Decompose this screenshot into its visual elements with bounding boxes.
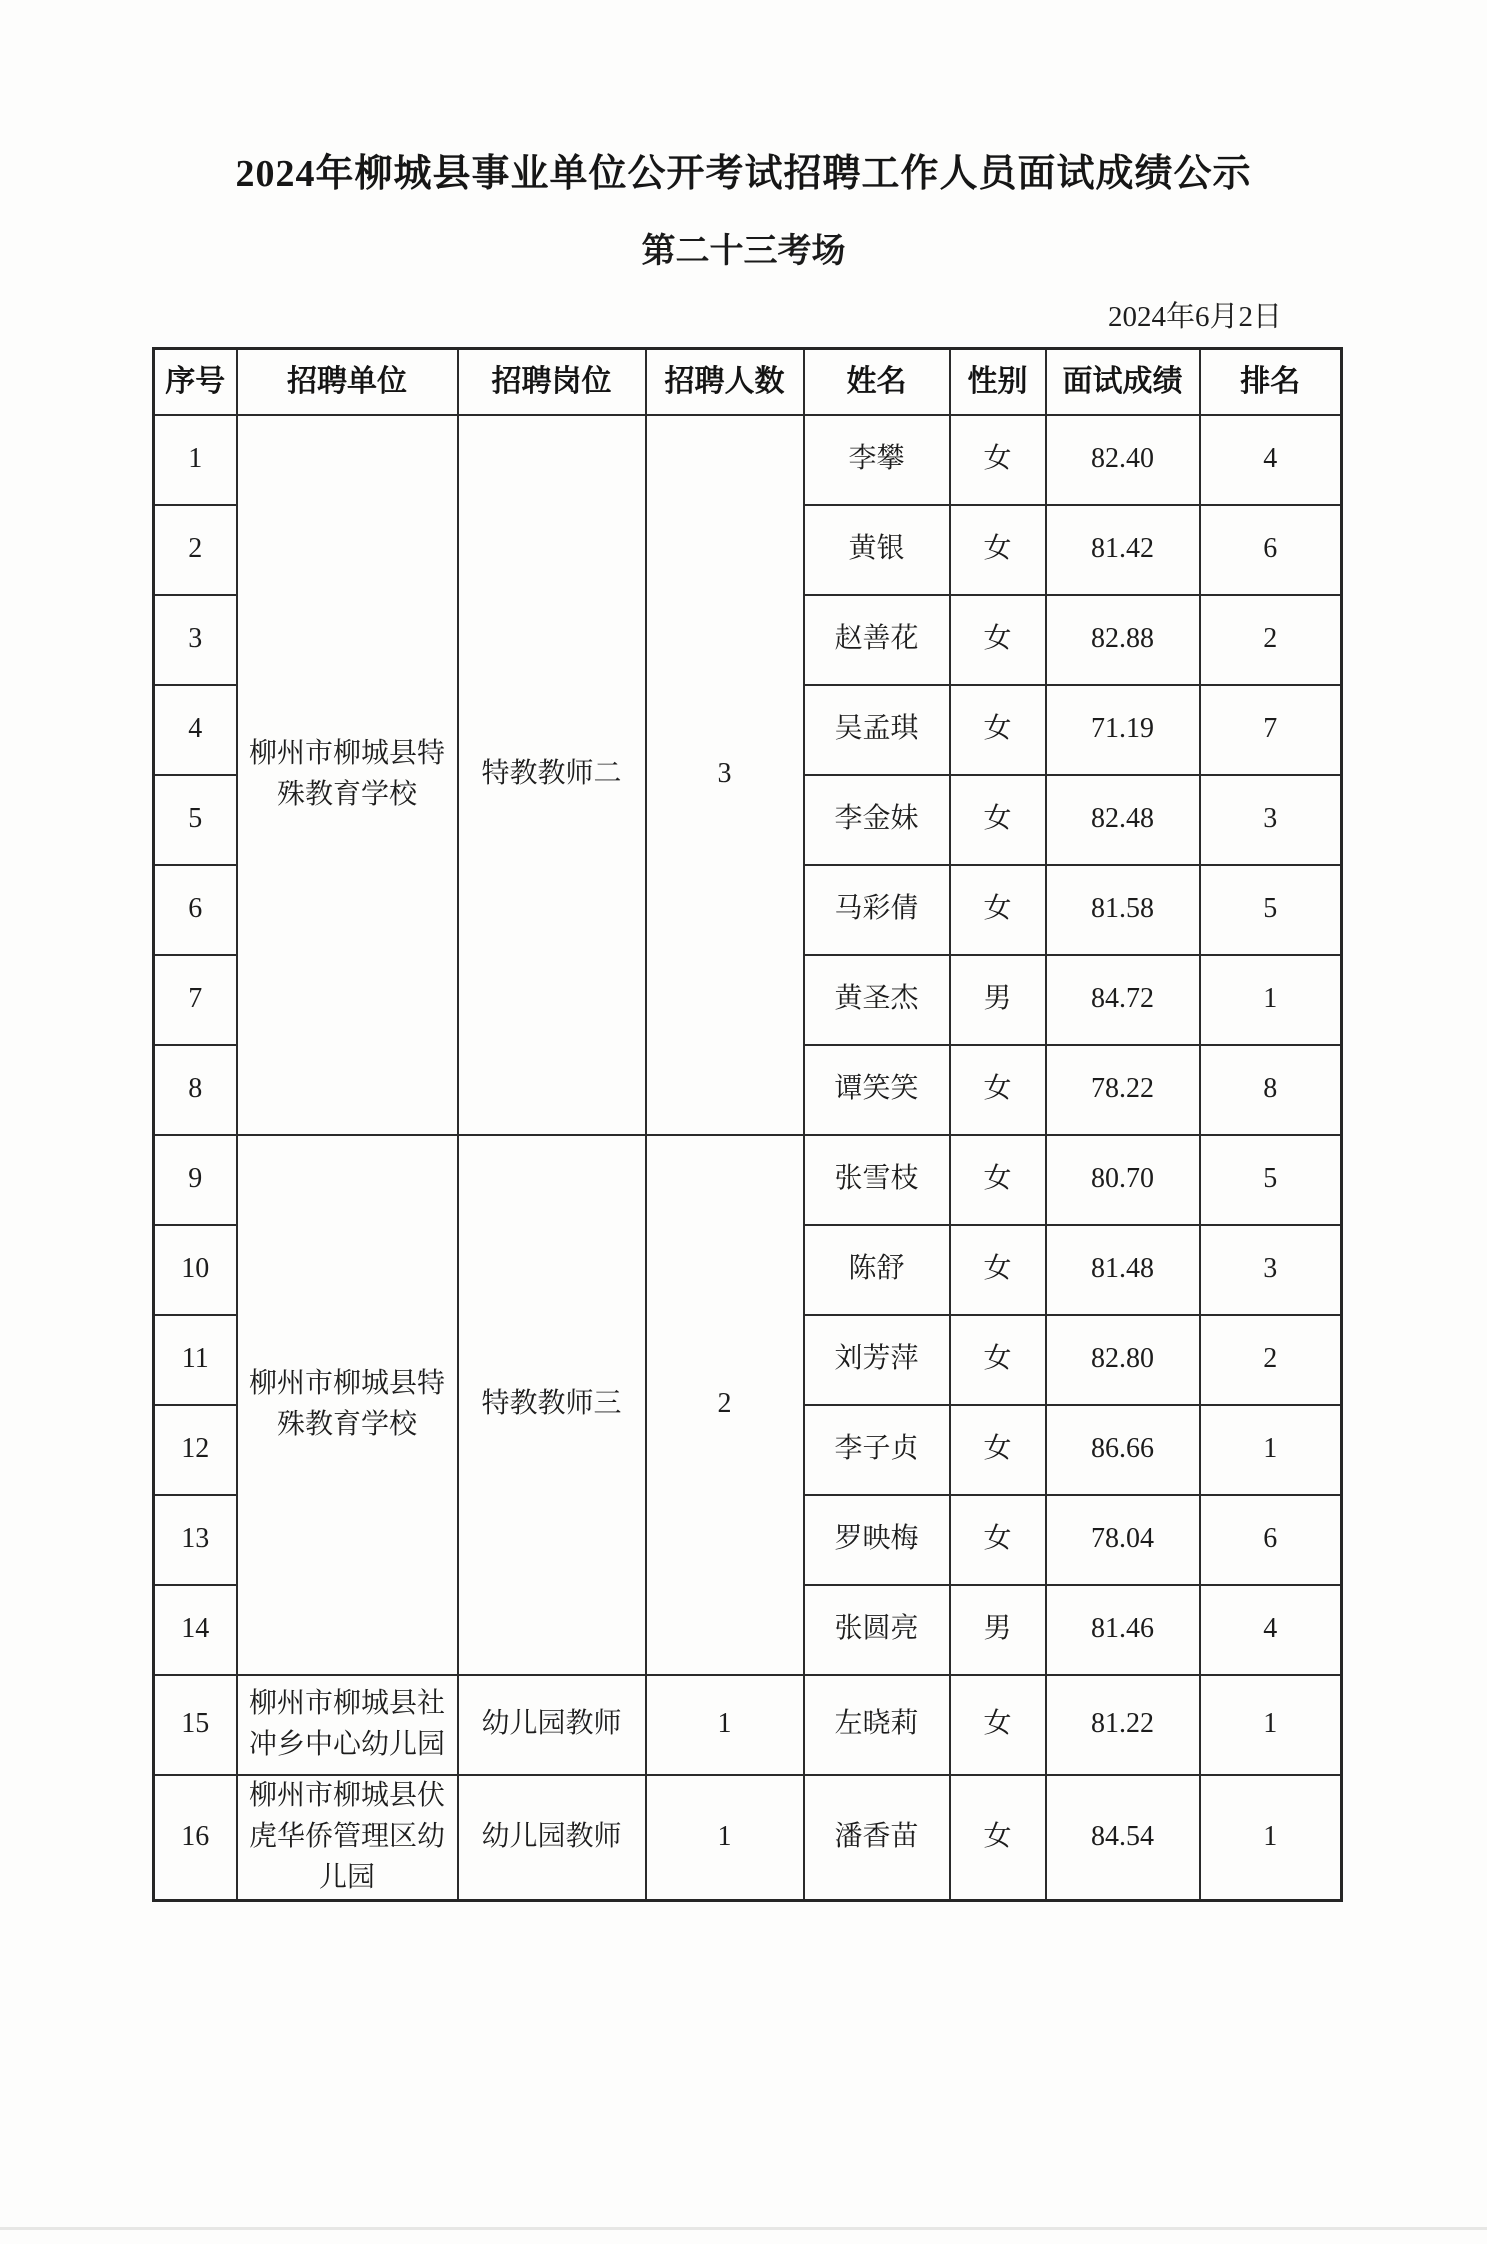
scan-bottom-edge-artifact xyxy=(0,2227,1487,2230)
cell-no: 8 xyxy=(154,1045,237,1135)
page-title: 2024年柳城县事业单位公开考试招聘工作人员面试成绩公示 xyxy=(235,153,1252,195)
cell-no: 15 xyxy=(154,1675,237,1775)
cell-score: 78.22 xyxy=(1046,1045,1200,1135)
cell-name: 罗映梅 xyxy=(804,1495,950,1585)
cell-position: 特教教师三 xyxy=(458,1135,646,1675)
cell-rank: 8 xyxy=(1200,1045,1342,1135)
cell-gender: 女 xyxy=(950,1405,1046,1495)
cell-name: 左晓莉 xyxy=(804,1675,950,1775)
cell-no: 14 xyxy=(154,1585,237,1675)
cell-score: 81.46 xyxy=(1046,1585,1200,1675)
cell-gender: 女 xyxy=(950,415,1046,505)
cell-rank: 2 xyxy=(1200,1315,1342,1405)
cell-gender: 女 xyxy=(950,1135,1046,1225)
cell-score: 81.22 xyxy=(1046,1675,1200,1775)
cell-gender: 女 xyxy=(950,1315,1046,1405)
cell-rank: 4 xyxy=(1200,1585,1342,1675)
cell-score: 71.19 xyxy=(1046,685,1200,775)
cell-count: 1 xyxy=(646,1775,804,1901)
cell-rank: 1 xyxy=(1200,1675,1342,1775)
header-score: 面试成绩 xyxy=(1046,349,1200,415)
cell-no: 3 xyxy=(154,595,237,685)
cell-score: 81.42 xyxy=(1046,505,1200,595)
header-name: 姓名 xyxy=(804,349,950,415)
cell-score: 81.48 xyxy=(1046,1225,1200,1315)
cell-rank: 1 xyxy=(1200,1775,1342,1901)
interview-score-table xyxy=(152,347,1343,1902)
cell-gender: 男 xyxy=(950,1585,1046,1675)
cell-unit: 柳州市柳城县特殊教育学校 xyxy=(237,1135,458,1675)
cell-no: 7 xyxy=(154,955,237,1045)
cell-unit: 柳州市柳城县伏虎华侨管理区幼儿园 xyxy=(237,1775,458,1901)
cell-score: 82.88 xyxy=(1046,595,1200,685)
cell-rank: 6 xyxy=(1200,1495,1342,1585)
cell-rank: 7 xyxy=(1200,685,1342,775)
cell-score: 82.48 xyxy=(1046,775,1200,865)
cell-no: 12 xyxy=(154,1405,237,1495)
cell-count: 2 xyxy=(646,1135,804,1675)
table-row xyxy=(154,1135,1342,1225)
cell-name: 谭笑笑 xyxy=(804,1045,950,1135)
cell-name: 张圆亮 xyxy=(804,1585,950,1675)
cell-name: 吴孟琪 xyxy=(804,685,950,775)
cell-count: 3 xyxy=(646,415,804,1135)
cell-rank: 1 xyxy=(1200,955,1342,1045)
cell-no: 16 xyxy=(154,1775,237,1901)
cell-unit: 柳州市柳城县社冲乡中心幼儿园 xyxy=(237,1675,458,1775)
cell-rank: 6 xyxy=(1200,505,1342,595)
cell-position: 特教教师二 xyxy=(458,415,646,1135)
cell-gender: 女 xyxy=(950,1225,1046,1315)
cell-score: 82.40 xyxy=(1046,415,1200,505)
cell-rank: 5 xyxy=(1200,1135,1342,1225)
header-position: 招聘岗位 xyxy=(458,349,646,415)
cell-score: 78.04 xyxy=(1046,1495,1200,1585)
table-row xyxy=(154,1775,1342,1901)
cell-name: 黄银 xyxy=(804,505,950,595)
cell-name: 马彩倩 xyxy=(804,865,950,955)
cell-score: 84.54 xyxy=(1046,1775,1200,1901)
cell-name: 潘香苗 xyxy=(804,1775,950,1901)
cell-gender: 女 xyxy=(950,775,1046,865)
cell-name: 李攀 xyxy=(804,415,950,505)
cell-rank: 3 xyxy=(1200,1225,1342,1315)
table-header-row xyxy=(154,349,1342,415)
cell-score: 80.70 xyxy=(1046,1135,1200,1225)
cell-gender: 女 xyxy=(950,1495,1046,1585)
header-rank: 排名 xyxy=(1200,349,1342,415)
cell-no: 4 xyxy=(154,685,237,775)
cell-gender: 女 xyxy=(950,1045,1046,1135)
cell-rank: 4 xyxy=(1200,415,1342,505)
header-gender: 性别 xyxy=(950,349,1046,415)
cell-rank: 1 xyxy=(1200,1405,1342,1495)
cell-no: 1 xyxy=(154,415,237,505)
cell-name: 李子贞 xyxy=(804,1405,950,1495)
cell-no: 9 xyxy=(154,1135,237,1225)
cell-no: 11 xyxy=(154,1315,237,1405)
cell-name: 刘芳萍 xyxy=(804,1315,950,1405)
table-row xyxy=(154,415,1342,505)
cell-count: 1 xyxy=(646,1675,804,1775)
cell-position: 幼儿园教师 xyxy=(458,1775,646,1901)
header-no: 序号 xyxy=(154,349,237,415)
cell-no: 5 xyxy=(154,775,237,865)
cell-score: 81.58 xyxy=(1046,865,1200,955)
cell-gender: 女 xyxy=(950,595,1046,685)
page-subtitle: 第二十三考场 xyxy=(641,233,846,270)
table-row xyxy=(154,1675,1342,1775)
cell-gender: 女 xyxy=(950,865,1046,955)
cell-unit: 柳州市柳城县特殊教育学校 xyxy=(237,415,458,1135)
cell-gender: 男 xyxy=(950,955,1046,1045)
cell-name: 黄圣杰 xyxy=(804,955,950,1045)
document-date: 2024年6月2日 xyxy=(1107,301,1282,333)
cell-no: 6 xyxy=(154,865,237,955)
cell-no: 13 xyxy=(154,1495,237,1585)
cell-rank: 5 xyxy=(1200,865,1342,955)
cell-name: 张雪枝 xyxy=(804,1135,950,1225)
cell-score: 86.66 xyxy=(1046,1405,1200,1495)
header-unit: 招聘单位 xyxy=(237,349,458,415)
cell-score: 84.72 xyxy=(1046,955,1200,1045)
cell-score: 82.80 xyxy=(1046,1315,1200,1405)
header-count: 招聘人数 xyxy=(646,349,804,415)
cell-gender: 女 xyxy=(950,1675,1046,1775)
cell-gender: 女 xyxy=(950,505,1046,595)
cell-name: 李金妹 xyxy=(804,775,950,865)
cell-rank: 2 xyxy=(1200,595,1342,685)
cell-name: 赵善花 xyxy=(804,595,950,685)
cell-gender: 女 xyxy=(950,685,1046,775)
cell-position: 幼儿园教师 xyxy=(458,1675,646,1775)
cell-rank: 3 xyxy=(1200,775,1342,865)
cell-no: 10 xyxy=(154,1225,237,1315)
cell-no: 2 xyxy=(154,505,237,595)
cell-name: 陈舒 xyxy=(804,1225,950,1315)
cell-gender: 女 xyxy=(950,1775,1046,1901)
